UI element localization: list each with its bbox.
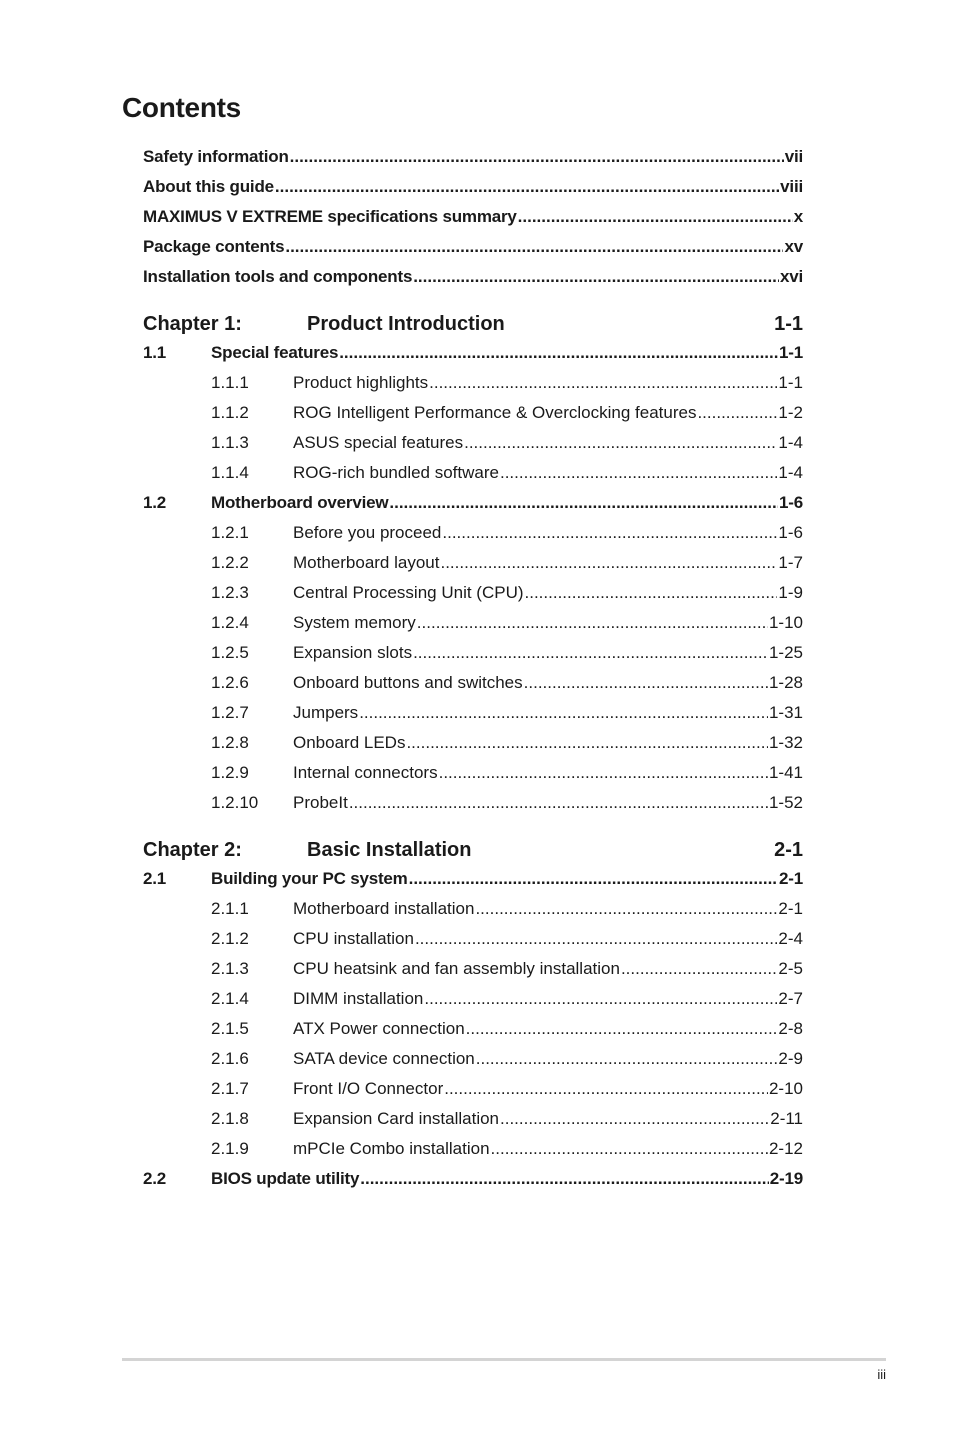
dot-leader	[500, 1104, 769, 1134]
dot-leader	[413, 638, 768, 668]
section-number: 1.2	[143, 493, 167, 512]
toc-section-1-2[interactable]	[143, 488, 803, 518]
toc-subsection[interactable]	[143, 548, 803, 578]
toc-subsection[interactable]	[143, 608, 803, 638]
dot-leader	[413, 262, 779, 292]
subsection-page: 2-1	[778, 899, 803, 918]
subsection-number: 1.1.1	[211, 373, 249, 392]
chapter-label: Chapter 1:	[143, 313, 242, 335]
toc-subsection[interactable]	[143, 638, 803, 668]
toc-subsection[interactable]	[143, 668, 803, 698]
subsection-text: CPU heatsink and fan assembly installation	[293, 959, 620, 978]
subsection-page: 2-7	[778, 989, 803, 1008]
toc-entry-page: xv	[784, 237, 803, 256]
subsection-page: 2-11	[770, 1109, 803, 1128]
subsection-number: 1.2.6	[211, 673, 249, 692]
subsection-text: mPCIe Combo installation	[293, 1139, 490, 1158]
dot-leader	[491, 1134, 768, 1164]
subsection-text: ASUS special features	[293, 433, 464, 452]
toc-entry-text: MAXIMUS V EXTREME specifications summary	[143, 207, 517, 226]
page-number: iii	[877, 1367, 886, 1382]
dot-leader	[500, 458, 777, 488]
subsection-text: System memory	[293, 613, 416, 632]
toc-entry-page: xvi	[779, 267, 803, 286]
subsection-page: 1-41	[768, 763, 803, 782]
subsection-number: 2.1.4	[211, 989, 249, 1008]
subsection-number: 1.2.5	[211, 643, 249, 662]
dot-leader	[389, 488, 778, 518]
toc-subsection[interactable]	[143, 1014, 803, 1044]
chapter-page: 2-1	[774, 839, 803, 861]
subsection-number: 2.1.6	[211, 1049, 249, 1068]
chapter-title: Basic Installation	[307, 839, 472, 861]
dot-leader	[440, 548, 777, 578]
footer-rule	[122, 1358, 886, 1361]
subsection-text: Internal connectors	[293, 763, 438, 782]
subsection-page: 1-52	[768, 793, 803, 812]
subsection-text: SATA device connection	[293, 1049, 475, 1068]
section-text: Building your PC system	[211, 869, 408, 888]
subsection-number: 1.1.3	[211, 433, 249, 452]
subsection-page: 1-9	[778, 583, 803, 602]
dot-leader	[424, 984, 777, 1014]
dot-leader	[442, 518, 777, 548]
subsection-number: 2.1.8	[211, 1109, 249, 1128]
toc-subsection[interactable]	[143, 428, 803, 458]
subsection-text: Onboard LEDs	[293, 733, 406, 752]
subsection-number: 1.2.9	[211, 763, 249, 782]
toc-section-1-1[interactable]	[143, 338, 803, 368]
chapter-page: 1-1	[774, 313, 803, 335]
toc-subsection[interactable]	[143, 398, 803, 428]
subsection-text: ROG Intelligent Performance & Overclocking features	[293, 403, 697, 422]
subsection-text: Front I/O Connector	[293, 1079, 444, 1098]
dot-leader	[621, 954, 777, 984]
dot-leader	[475, 894, 777, 924]
toc-section-2-1[interactable]	[143, 864, 803, 894]
subsection-page: 1-32	[768, 733, 803, 752]
subsection-text: Onboard buttons and switches	[293, 673, 523, 692]
section-number: 1.1	[143, 343, 167, 362]
toc-subsection[interactable]	[143, 1134, 803, 1164]
dot-leader	[429, 368, 777, 398]
subsection-text: Central Processing Unit (CPU)	[293, 583, 524, 602]
subsection-text: Motherboard layout	[293, 553, 440, 572]
toc-entry-front-matter[interactable]	[143, 262, 803, 292]
subsection-text: Expansion Card installation	[293, 1109, 500, 1128]
subsection-page: 1-10	[768, 613, 803, 632]
section-page: 2-1	[779, 869, 803, 888]
dot-leader	[476, 1044, 778, 1074]
toc-entry-page: vii	[784, 147, 803, 166]
subsection-page: 1-6	[778, 523, 803, 542]
toc-subsection[interactable]	[143, 1074, 803, 1104]
subsection-page: 2-10	[768, 1079, 803, 1098]
toc-entry-text: Package contents	[143, 237, 285, 256]
subsection-number: 1.1.2	[211, 403, 249, 422]
dot-leader	[444, 1074, 768, 1104]
subsection-number: 1.1.4	[211, 463, 249, 482]
toc-entry-page: x	[793, 207, 803, 226]
dot-leader	[409, 864, 778, 894]
subsection-page: 1-25	[768, 643, 803, 662]
subsection-page: 1-1	[778, 373, 803, 392]
dot-leader	[406, 728, 768, 758]
toc-entry-front-matter[interactable]	[143, 172, 803, 202]
dot-leader	[415, 924, 777, 954]
subsection-number: 2.1.1	[211, 899, 249, 918]
subsection-number: 2.1.7	[211, 1079, 249, 1098]
chapter-heading-1[interactable]	[143, 308, 803, 340]
dot-leader	[360, 1164, 769, 1194]
subsection-number: 2.1.9	[211, 1139, 249, 1158]
subsection-page: 1-4	[778, 463, 803, 482]
table-of-contents	[143, 142, 803, 1194]
toc-entry-text: Installation tools and components	[143, 267, 413, 286]
subsection-page: 2-12	[768, 1139, 803, 1158]
toc-subsection[interactable]	[143, 924, 803, 954]
section-text: Motherboard overview	[211, 493, 389, 512]
dot-leader	[518, 202, 793, 232]
section-page: 2-19	[769, 1169, 803, 1188]
section-number: 2.2	[143, 1169, 167, 1188]
dot-leader	[285, 232, 783, 262]
toc-subsection[interactable]	[143, 954, 803, 984]
toc-section-2-2[interactable]	[143, 1164, 803, 1194]
subsection-text: ROG-rich bundled software	[293, 463, 499, 482]
subsection-text: Expansion slots	[293, 643, 413, 662]
section-page: 1-1	[779, 343, 803, 362]
dot-leader	[359, 698, 768, 728]
section-text: Special features	[211, 343, 339, 362]
subsection-page: 1-31	[768, 703, 803, 722]
toc-subsection[interactable]	[143, 1104, 803, 1134]
dot-leader	[466, 1014, 778, 1044]
subsection-page: 1-28	[768, 673, 803, 692]
subsection-text: ProbeIt	[293, 793, 348, 812]
subsection-number: 1.2.3	[211, 583, 249, 602]
toc-subsection[interactable]	[143, 518, 803, 548]
toc-subsection[interactable]	[143, 368, 803, 398]
dot-leader	[339, 338, 778, 368]
toc-subsection[interactable]	[143, 984, 803, 1014]
toc-subsection[interactable]	[143, 728, 803, 758]
toc-entry-text: About this guide	[143, 177, 274, 196]
subsection-page: 2-9	[778, 1049, 803, 1068]
subsection-number: 1.2.4	[211, 613, 249, 632]
toc-subsection[interactable]	[143, 894, 803, 924]
dot-leader	[439, 758, 768, 788]
toc-subsection[interactable]	[143, 758, 803, 788]
dot-leader	[290, 142, 784, 172]
chapter-label: Chapter 2:	[143, 839, 242, 861]
toc-subsection[interactable]	[143, 458, 803, 488]
subsection-number: 1.2.7	[211, 703, 249, 722]
subsection-number: 2.1.5	[211, 1019, 249, 1038]
subsection-page: 2-4	[778, 929, 803, 948]
subsection-text: CPU installation	[293, 929, 414, 948]
dot-leader	[464, 428, 777, 458]
subsection-text: Jumpers	[293, 703, 359, 722]
subsection-page: 2-8	[778, 1019, 803, 1038]
subsection-number: 1.2.8	[211, 733, 249, 752]
subsection-number: 2.1.3	[211, 959, 249, 978]
subsection-text: Before you proceed	[293, 523, 442, 542]
subsection-page: 1-7	[778, 553, 803, 572]
dot-leader	[417, 608, 768, 638]
subsection-text: ATX Power connection	[293, 1019, 465, 1038]
subsection-number: 1.2.10	[211, 793, 259, 812]
section-text: BIOS update utility	[211, 1169, 360, 1188]
dot-leader	[349, 788, 768, 818]
subsection-number: 1.2.2	[211, 553, 249, 572]
toc-entry-text: Safety information	[143, 147, 289, 166]
section-number: 2.1	[143, 869, 167, 888]
toc-entry-front-matter[interactable]	[143, 202, 803, 232]
dot-leader	[275, 172, 779, 202]
subsection-number: 1.2.1	[211, 523, 249, 542]
subsection-text: Motherboard installation	[293, 899, 475, 918]
subsection-text: DIMM installation	[293, 989, 424, 1008]
toc-entry-front-matter[interactable]	[143, 232, 803, 262]
dot-leader	[697, 398, 777, 428]
toc-entry-front-matter[interactable]	[143, 142, 803, 172]
chapter-title: Product Introduction	[307, 313, 505, 335]
subsection-page: 1-2	[778, 403, 803, 422]
dot-leader	[524, 668, 768, 698]
toc-subsection[interactable]	[143, 578, 803, 608]
toc-subsection[interactable]	[143, 788, 803, 818]
toc-entry-page: viii	[780, 177, 803, 196]
section-page: 1-6	[779, 493, 803, 512]
toc-subsection[interactable]	[143, 698, 803, 728]
page-title: Contents	[122, 92, 241, 123]
subsection-page: 2-5	[778, 959, 803, 978]
subsection-page: 1-4	[778, 433, 803, 452]
subsection-text: Product highlights	[293, 373, 429, 392]
toc-subsection[interactable]	[143, 1044, 803, 1074]
dot-leader	[525, 578, 778, 608]
chapter-heading-2[interactable]	[143, 834, 803, 866]
subsection-number: 2.1.2	[211, 929, 249, 948]
